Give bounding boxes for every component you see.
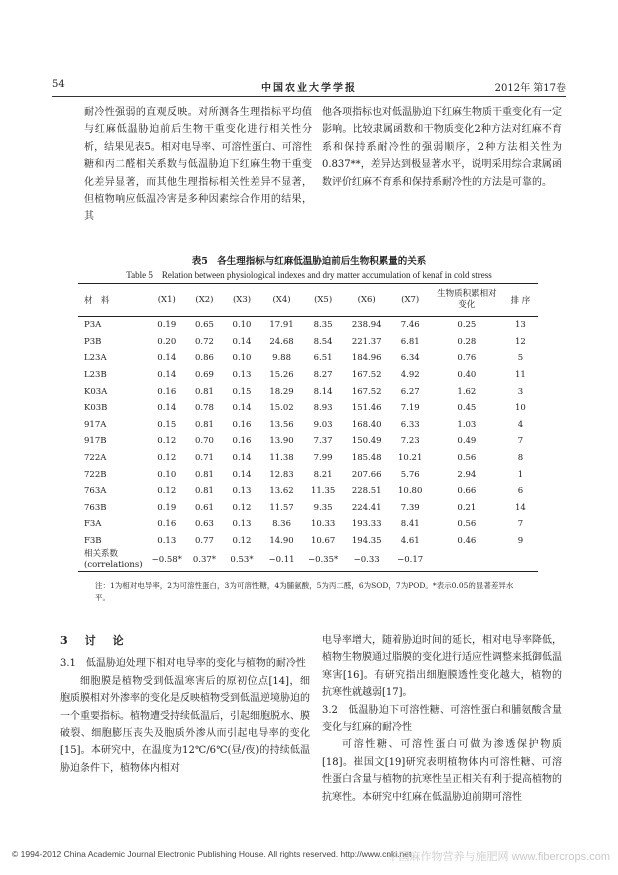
table-cell: 0.45 (457, 403, 477, 414)
table-cell: 0.16 (157, 519, 177, 530)
subsection-heading: 3.2 低温胁迫下可溶性糖、可溶性蛋白和脯氨酸含量变化与红麻的耐冷性 (322, 704, 562, 734)
table-cell: 7.23 (400, 436, 420, 447)
table-cell: 0.12 (157, 486, 177, 497)
table-cell: 10 (514, 403, 526, 414)
material-name: 722A (84, 453, 107, 464)
table-cell: 0.13 (232, 486, 252, 497)
table-cell: 15.26 (269, 370, 294, 381)
table-cell: 0.16 (232, 436, 252, 447)
material-name: F3B (84, 536, 102, 547)
table-cell: −0.35* (302, 549, 344, 572)
body-right-top (322, 104, 562, 191)
material-name: 917B (84, 436, 107, 447)
table-cell: 13 (514, 320, 526, 331)
table-cell: 0.14 (157, 353, 177, 364)
table-cell: 10.33 (310, 519, 336, 530)
table-cell: 5.76 (400, 469, 420, 480)
col-header: (X1) (148, 284, 186, 317)
page-number: 54 (52, 79, 65, 90)
table-row (78, 533, 538, 550)
table-cell: 8.27 (313, 370, 333, 381)
subsection-heading: 3.1 低温胁迫处理下相对电导率的变化与植物的耐冷性 (60, 658, 306, 670)
table-cell: 9.35 (313, 502, 333, 513)
data-table (78, 283, 538, 572)
table-cell: 0.10 (232, 353, 252, 364)
table-cell: 0.81 (194, 419, 214, 430)
table-title-en: Table 5 Relation between physiological indexes and dry matter accumulation of kenaf in cold stress (126, 270, 492, 280)
table-cell: −0.58* (148, 549, 186, 572)
body-left-top (84, 104, 312, 226)
table-cell: 4.61 (400, 536, 420, 547)
table-cell: 7.99 (313, 453, 333, 464)
section-heading: 3 讨 论 (60, 634, 127, 647)
table-cell: 24.68 (269, 336, 294, 347)
material-name: L23A (84, 353, 107, 364)
table-cell: 0.61 (194, 502, 214, 513)
table-cell: 0.63 (194, 519, 214, 530)
table-cell: 0.16 (232, 419, 252, 430)
table-cell: 0.70 (194, 436, 214, 447)
table-body (78, 317, 538, 572)
material-name: F3A (84, 519, 102, 530)
table-cell: 1.62 (457, 386, 477, 397)
col-header: 材 料 (78, 284, 148, 317)
table-cell: 8.35 (313, 320, 333, 331)
table-row (78, 400, 538, 417)
table-row (78, 500, 538, 517)
col-header: (X4) (261, 284, 303, 317)
table-cell: 0.49 (457, 436, 477, 447)
table-cell: 11.57 (269, 502, 294, 513)
table-cell: 228.51 (351, 486, 382, 497)
table-cell: 6.27 (400, 386, 420, 397)
col-header: 生物质积累相对变化 (431, 284, 503, 317)
table-cell: 221.37 (351, 336, 382, 347)
table-cell: 0.69 (194, 370, 214, 381)
table-cell: 6 (517, 486, 524, 497)
table-cell: 0.10 (157, 469, 177, 480)
table-cell: 0.78 (194, 403, 214, 414)
table-cell: 8.93 (313, 403, 333, 414)
table-cell: 11.38 (269, 453, 294, 464)
page-header (52, 79, 566, 95)
table-cell: 8.54 (313, 336, 333, 347)
table-cell: 12 (514, 336, 526, 347)
table-cell: 7 (517, 436, 524, 447)
table-row (78, 317, 538, 334)
table-cell: 0.66 (457, 486, 477, 497)
col-header: (X3) (223, 284, 261, 317)
table-cell: 0.40 (457, 370, 477, 381)
table-cell: 184.96 (351, 353, 382, 364)
table-cell (503, 549, 538, 572)
col-header: 排 序 (503, 284, 538, 317)
table-cell: 0.46 (457, 536, 477, 547)
table-cell: 0.20 (157, 336, 177, 347)
table-cell: 8.14 (313, 386, 333, 397)
col-header: (X5) (302, 284, 344, 317)
table-cell: 1.03 (457, 419, 477, 430)
table-cell: 0.86 (194, 353, 214, 364)
table-cell: 0.12 (232, 536, 252, 547)
table-cell: 5 (517, 353, 524, 364)
table-cell: 7.19 (400, 403, 420, 414)
table-cell: 2.94 (457, 469, 477, 480)
table-cell: 0.14 (232, 403, 252, 414)
table-cell: 6.34 (400, 353, 420, 364)
table-cell: 194.35 (351, 536, 382, 547)
table-cell: 0.53* (223, 549, 261, 572)
col-header: (X6) (344, 284, 389, 317)
material-name: P3B (84, 336, 102, 347)
table-cell: 13.90 (269, 436, 294, 447)
table-cell: 10.80 (398, 486, 423, 497)
table-row (78, 483, 538, 500)
copyright-footer: © 1994-2012 China Academic Journal Electronic Publishing House. All rights reserved. http://www.cnki.net (12, 849, 412, 859)
table-cell (431, 549, 503, 572)
material-name: 917A (84, 419, 107, 430)
table-cell: −0.33 (344, 549, 389, 572)
table-cell: 0.14 (157, 403, 177, 414)
table-cell: 185.48 (351, 453, 382, 464)
table-cell: 0.76 (457, 353, 477, 364)
material-name: K03B (84, 403, 108, 414)
table-cell: 11 (514, 370, 526, 381)
table-cell: 4.92 (400, 370, 420, 381)
table-cell: 207.66 (351, 469, 382, 480)
table-cell: 8.21 (313, 469, 333, 480)
table-cell: 0.72 (194, 336, 214, 347)
table-note: 注：1为相对电导率，2为可溶性蛋白，3为可溶性糖，4为脯氨酸，5为丙二醛，6为SOD，7为POD。*表示0.05的显著差异水平。 (95, 581, 514, 602)
paragraph: 耐冷性强弱的直观反映。对所测各生理指标平均值与红麻低温胁迫前后生物干重变化进行相关性分析，结果见表5。相对电导率、可溶性蛋白、可溶性糖和丙二醛相关系数与低温胁迫下红麻生物干重变化差异显著，而其他生理指标相关性差异不显著，但植物响应低温冷害是多种因素综合作用的结果，其 (84, 107, 312, 223)
table-cell: 13.56 (269, 419, 294, 430)
table-cell: 168.40 (351, 419, 382, 430)
paragraph: 电导率增大，随着胁迫时间的延长，相对电导率降低，植物生物膜通过脂膜的变化进行适应性调整来抵御低温寒害[16]。有研究指出细胞膜透性变化越大，植物的抗寒性就越弱[17]。 (322, 635, 562, 699)
table-cell: 193.33 (351, 519, 382, 530)
table-cell: 167.52 (351, 370, 382, 381)
table-cell: 224.41 (351, 502, 382, 513)
material-name: 722B (84, 469, 107, 480)
table-cell: −0.11 (261, 549, 303, 572)
material-name: P3A (84, 320, 102, 331)
table-cell: 7.37 (313, 436, 333, 447)
table-cell: 13.62 (269, 486, 294, 497)
table-cell: 0.12 (232, 502, 252, 513)
table-cell: 7.46 (400, 320, 420, 331)
table-row (78, 367, 538, 384)
table-cell: 0.13 (232, 519, 252, 530)
table-row-correlation (78, 549, 538, 572)
table-cell: 0.10 (232, 320, 252, 331)
table-row (78, 450, 538, 467)
header-rule (52, 96, 566, 97)
table-cell: 7 (517, 519, 524, 530)
table-cell: 18.29 (269, 386, 294, 397)
table-cell: 150.49 (351, 436, 382, 447)
table-cell: 9 (517, 536, 524, 547)
data-table-wrapper (78, 283, 538, 572)
table-cell: 14.90 (269, 536, 294, 547)
table-cell: 9.03 (313, 419, 333, 430)
table-row (78, 466, 538, 483)
col-header: (X7) (389, 284, 431, 317)
table-row (78, 334, 538, 351)
table-cell: 0.19 (157, 320, 177, 331)
table-cell: 0.19 (157, 502, 177, 513)
body-right-bottom (322, 632, 562, 806)
table-cell: 0.81 (194, 486, 214, 497)
table-cell: 0.81 (194, 386, 214, 397)
table-cell: 8.36 (272, 519, 291, 530)
table-cell: 0.21 (457, 502, 477, 513)
table-row (78, 516, 538, 533)
table-cell: 0.12 (157, 436, 177, 447)
table-cell: 0.56 (457, 453, 477, 464)
table-cell: 0.15 (157, 419, 177, 430)
paragraph: 他各项指标也对低温胁迫下红麻生物质干重变化有一定影响。比较隶属函数和干物质变化2种方法对红麻不育系和保持系耐冷性的强弱顺序，2种方法相关性为0.837**，差异达到极显著水平，说明采用综合隶属函数评价红麻不育系和保持系耐冷性的方法是可靠的。 (322, 107, 562, 188)
table-header-row (78, 284, 538, 317)
table-cell: 0.13 (157, 536, 177, 547)
table-cell: 10.21 (398, 453, 423, 464)
table-cell: 0.14 (232, 453, 252, 464)
table-cell: 0.77 (194, 536, 214, 547)
table-cell: 15.02 (269, 403, 294, 414)
table-cell: 6.81 (400, 336, 420, 347)
body-left-bottom (60, 632, 310, 777)
paragraph: 可溶性糖、可溶性蛋白可做为渗透保护物质[18]。崔国文[19]研究表明植物体内可溶性糖、可溶性蛋白含量与植物的抗寒性呈正相关有利于提高植物的抗寒性。本研究中红麻在低温胁迫前期可溶性 (322, 739, 562, 803)
table-cell: 11.35 (310, 486, 336, 497)
material-name: 763A (84, 486, 107, 497)
table-row (78, 383, 538, 400)
table-cell: 17.91 (269, 320, 294, 331)
table-row (78, 350, 538, 367)
journal-name: 中国农业大学学报 (261, 83, 357, 94)
table-cell: 6.51 (313, 353, 333, 364)
table-cell: 0.81 (194, 469, 214, 480)
table-cell: 3 (517, 386, 524, 397)
site-watermark: 中国麻作物营养与施肥网 www.fibercrops.com (387, 851, 610, 863)
table-cell: −0.17 (389, 549, 431, 572)
table-cell: 12.83 (269, 469, 294, 480)
table-row (78, 433, 538, 450)
material-name: 763B (84, 502, 107, 513)
table-cell: 0.65 (194, 320, 214, 331)
corr-label: 相关系数 (correlations) (78, 549, 148, 572)
table-cell: 0.16 (157, 386, 177, 397)
col-header: (X2) (186, 284, 224, 317)
table-cell: 7.39 (400, 502, 420, 513)
material-name: L23B (84, 370, 107, 381)
table-cell: 0.56 (457, 519, 477, 530)
table-cell: 0.71 (194, 453, 214, 464)
table-cell: 8 (517, 453, 524, 464)
table-cell: 4 (517, 419, 524, 430)
table-cell: 0.13 (232, 370, 252, 381)
table-cell: 14 (514, 502, 526, 513)
table-cell: 0.14 (157, 370, 177, 381)
paragraph: 细胞膜是植物受到低温寒害后的原初位点[14]，细胞质膜相对外渗率的变化是反映植物受到低温逆境胁迫的一个重要指标。植物遭受持续低温后，引起细胞脱水、膜破裂、细胞膨压丧失及胞质外渗从而引起电导率的变化[15]。本研究中，在温度为12℃/6℃(昼/夜)的持续低温胁迫条件下，植物体内相对 (60, 675, 310, 774)
table-cell: 167.52 (351, 386, 382, 397)
table-row (78, 417, 538, 434)
table-cell: 0.37* (186, 549, 224, 572)
table-cell: 0.15 (232, 386, 252, 397)
table-cell: 0.14 (232, 469, 252, 480)
journal-issue: 2012年 第17卷 (494, 83, 566, 94)
table-cell: 0.12 (157, 453, 177, 464)
table-cell: 1 (517, 469, 524, 480)
table-cell: 0.28 (457, 336, 477, 347)
table-cell: 6.33 (400, 419, 420, 430)
table-cell: 9.88 (272, 353, 291, 364)
table-cell: 0.14 (232, 336, 252, 347)
table-cell: 10.67 (310, 536, 336, 547)
table-title-cn: 表5 各生理指标与红麻低温胁迫前后生物积累量的关系 (191, 256, 427, 267)
table-cell: 151.46 (351, 403, 382, 414)
material-name: K03A (84, 386, 108, 397)
table-cell: 0.25 (457, 320, 477, 331)
table-cell: 8.41 (400, 519, 420, 530)
table-cell: 238.94 (351, 320, 382, 331)
